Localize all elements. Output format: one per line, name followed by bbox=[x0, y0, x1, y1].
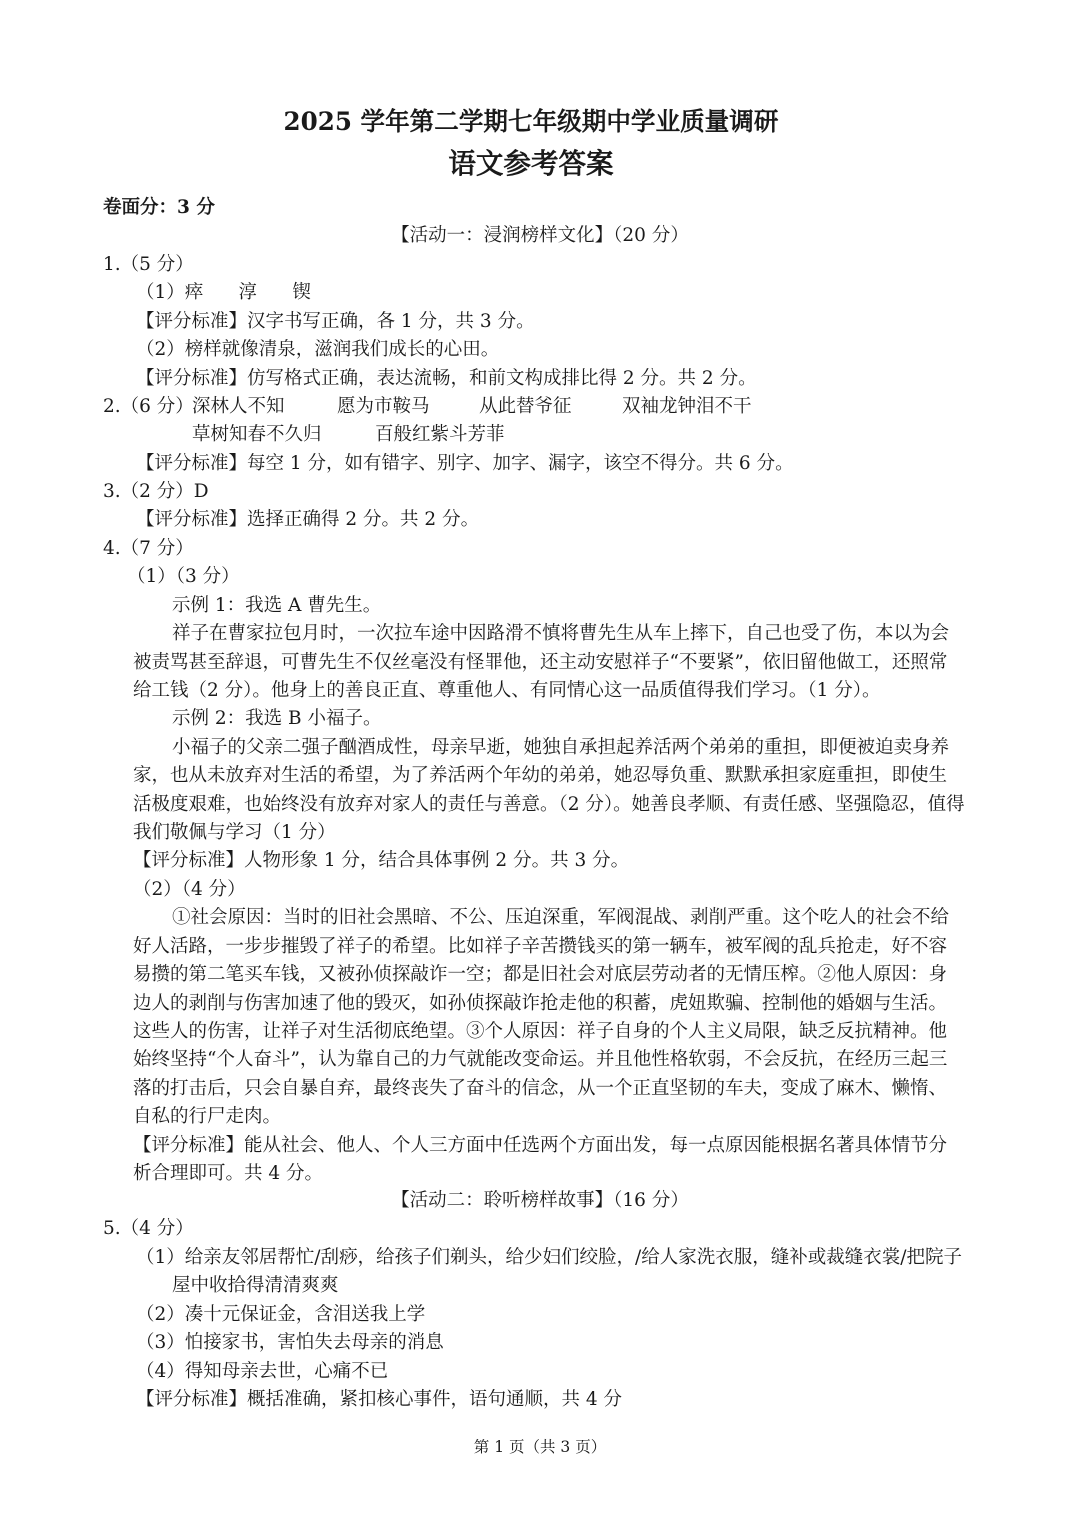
q5-scoring-standard: 【评分标准】概括准确，紧扣核心事件，语句通顺，共 4 分 bbox=[136, 1389, 623, 1410]
q4-example2-line: 小福子的父亲二强子酗酒成性，母亲早逝，她独自承担起养活两个弟弟的重担，即便被迫卖身养 bbox=[172, 737, 950, 758]
q5-answer-3: （3）怕接家书，害怕失去母亲的消息 bbox=[136, 1332, 444, 1353]
q4-label: 4.（7 分） bbox=[103, 538, 194, 559]
doc-subtitle: 语文参考答案 bbox=[448, 147, 614, 180]
score-note: 卷面分：3 分 bbox=[103, 197, 215, 218]
q1-label: 1.（5 分） bbox=[103, 254, 194, 275]
q3-scoring-standard: 【评分标准】选择正确得 2 分。共 2 分。 bbox=[136, 509, 480, 530]
q4-scoring-standard-2: 析合理即可。共 4 分。 bbox=[133, 1163, 324, 1184]
q4-part2-label: （2）（4 分） bbox=[133, 879, 246, 900]
q4-example2-heading: 示例 2：我选 B 小福子。 bbox=[172, 708, 382, 729]
q4-example1-line: 给工钱（2 分）。他身上的善良正直、尊重他人、有同情心这一品质值得我们学习。（1 分）。 bbox=[133, 680, 881, 701]
q4-example1-heading: 示例 1：我选 A 曹先生。 bbox=[172, 595, 382, 616]
q3-label: 3.（2 分）D bbox=[103, 481, 209, 502]
q4-part1-label: （1）（3 分） bbox=[127, 566, 240, 587]
q4-scoring-standard-1: 【评分标准】人物形象 1 分，结合具体事例 2 分。共 3 分。 bbox=[133, 850, 630, 871]
q1-part1-answer: （1）瘁 淳 锲 bbox=[136, 282, 311, 303]
q2-answer: 草树知春不久归 bbox=[192, 424, 322, 445]
page-number: 第 1 页（共 3 页） bbox=[473, 1438, 607, 1456]
q4-part2-line: ①社会原因：当时的旧社会黑暗、不公、压迫深重，军阀混战、剥削严重。这个吃人的社会不给 bbox=[172, 907, 950, 928]
q4-part2-line: 好人活路，一步步摧毁了祥子的希望。比如祥子辛苦攒钱买的第一辆车，被军阀的乱兵抢走，好不容 bbox=[133, 936, 948, 957]
q5-label: 5.（4 分） bbox=[103, 1218, 194, 1239]
q4-example1-line: 祥子在曹家拉包月时，一次拉车途中因路滑不慎将曹先生从车上摔下，自己也受了伤，本以为会 bbox=[172, 623, 950, 644]
q2-scoring-standard: 【评分标准】每空 1 分，如有错字、别字、加字、漏字，该空不得分。共 6 分。 bbox=[136, 453, 794, 474]
q4-part2-line: 始终坚持“个人奋斗”，认为靠自己的力气就能改变命运。并且他性格软弱，不会反抗，在经历三起三 bbox=[133, 1049, 948, 1070]
q1-scoring-standard-2: 【评分标准】仿写格式正确，表达流畅，和前文构成排比得 2 分。共 2 分。 bbox=[136, 368, 757, 389]
q2-answer: 愿为市鞍马 bbox=[337, 396, 430, 417]
q4-part2-line: 落的打击后，只会自暴自弃，最终丧失了奋斗的信念，从一个正直坚韧的车夫，变成了麻木、懒惰、 bbox=[133, 1078, 948, 1099]
q4-part2-line: 这些人的伤害，让祥子对生活彻底绝望。③个人原因：祥子自身的个人主义局限，缺乏反抗精神。他 bbox=[133, 1021, 948, 1042]
q2-answer: 双袖龙钟泪不干 bbox=[622, 396, 752, 417]
q4-example2-line: 我们敬佩与学习（1 分） bbox=[133, 822, 336, 843]
activity-1-heading: 【活动一：浸润榜样文化】（20 分） bbox=[391, 225, 689, 246]
exam-title: 2025 学年第二学期七年级期中学业质量调研 bbox=[283, 107, 779, 136]
q2-label: 2.（6 分） bbox=[103, 396, 194, 417]
q2-answer: 从此替爷征 bbox=[479, 396, 572, 417]
q1-scoring-standard-1: 【评分标准】汉字书写正确，各 1 分，共 3 分。 bbox=[136, 311, 535, 332]
q4-scoring-standard-2: 【评分标准】能从社会、他人、个人三方面中任选两个方面出发，每一点原因能根据名著具体情节分 bbox=[133, 1135, 948, 1156]
activity-2-heading: 【活动二：聆听榜样故事】（16 分） bbox=[391, 1190, 689, 1211]
q2-answer: 百般红紫斗芳菲 bbox=[375, 424, 505, 445]
q4-part2-line: 边人的剥削与伤害加速了他的毁灭，如孙侦探敲诈抢走他的积蓄，虎妞欺骗、控制他的婚姻与生活。 bbox=[133, 993, 948, 1014]
q5-answer-2: （2）凑十元保证金，含泪送我上学 bbox=[136, 1304, 426, 1325]
q5-answer-4: （4）得知母亲去世，心痛不已 bbox=[136, 1361, 389, 1382]
q4-part2-line: 易攒的第二笔买车钱，又被孙侦探敲诈一空；都是旧社会对底层劳动者的无情压榨。②他人原因：身 bbox=[133, 964, 948, 985]
q5-answer-1: 屋中收拾得清清爽爽 bbox=[172, 1275, 339, 1296]
q2-answer: 深林人不知 bbox=[192, 396, 285, 417]
q4-example2-line: 家，也从未放弃对生活的希望，为了养活两个年幼的弟弟，她忍辱负重、默默承担家庭重担，即使生 bbox=[133, 765, 948, 786]
q5-answer-1: （1）给亲友邻居帮忙/刮痧，给孩子们剃头，给少妇们绞脸，/给人家洗衣服，缝补或裁缝衣裳/把院子 bbox=[136, 1247, 962, 1268]
q4-example2-line: 活极度艰难，也始终没有放弃对家人的责任与善意。（2 分）。她善良孝顺、有责任感、坚强隐忍，值得 bbox=[133, 794, 965, 815]
q1-part2-answer: （2）榜样就像清泉，滋润我们成长的心田。 bbox=[136, 339, 500, 360]
q4-part2-line: 自私的行尸走肉。 bbox=[133, 1106, 282, 1127]
q4-example1-line: 被责骂甚至辞退，可曹先生不仅丝毫没有怪罪他，还主动安慰祥子“不要紧”，依旧留他做工，还照常 bbox=[133, 652, 948, 673]
